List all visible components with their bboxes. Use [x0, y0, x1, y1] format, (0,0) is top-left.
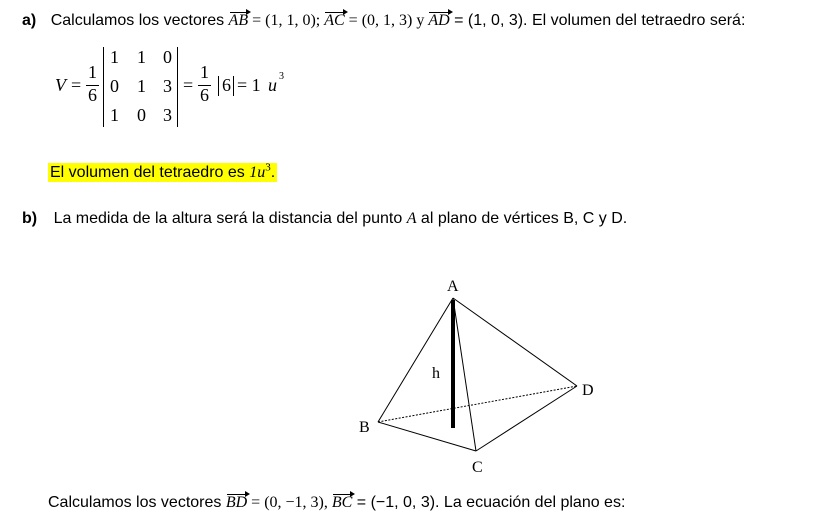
volume-result-highlight [48, 163, 277, 182]
det-cell: 1 [110, 47, 119, 67]
vector-bd: BD [225, 494, 248, 511]
vector-ab-value: = (1, 1, 0); [248, 12, 325, 29]
formula-unit: u [268, 75, 277, 95]
vector-bd-value: = (0, −1, 3), [247, 494, 332, 511]
vector-ac-value: = (0, 1, 3) y [344, 12, 429, 29]
det-cell: 1 [137, 47, 146, 67]
formula-eq1: = [71, 75, 82, 95]
height-label: h [432, 365, 440, 382]
volume-result-exponent: 3 [265, 162, 271, 174]
volume-formula [55, 45, 315, 135]
part-b-point: A [406, 210, 417, 227]
edge-ab [378, 298, 453, 422]
vertex-label-b: B [359, 419, 370, 436]
vector-ab: AB [228, 12, 249, 29]
tetrahedron-diagram [340, 270, 620, 485]
part-a-intro: Calculamos los vectores [50, 12, 225, 29]
part-b-text-before: La medida de la altura será la distancia del punto [53, 210, 407, 227]
formula-frac2-num: 1 [200, 62, 209, 82]
det-cell: 0 [137, 105, 146, 125]
edge-ad [453, 298, 577, 386]
formula-v: V [55, 75, 66, 95]
vertex-label-d: D [582, 382, 594, 399]
vector-bc: BC [331, 494, 353, 511]
volume-result [48, 158, 277, 183]
vector-ad: AD [428, 12, 450, 29]
edge-cd [476, 386, 577, 451]
volume-result-end: . [270, 164, 276, 182]
det-left-bar [103, 47, 104, 127]
vector-bc-value: = (−1, 0, 3). La ecuación del plano es: [352, 494, 626, 511]
formula-frac-num: 1 [88, 62, 97, 82]
plane-calc-intro: Calculamos los vectores [48, 494, 226, 511]
part-b-label: b) [22, 210, 38, 227]
abs-left-bar [218, 76, 219, 96]
det-cell: 1 [137, 76, 146, 96]
formula-exponent: 3 [279, 71, 284, 82]
part-a-label: a) [22, 12, 37, 29]
part-b-line [22, 209, 627, 229]
vector-ad-value: = (1, 0, 3). El volumen del tetraedro será: [449, 12, 746, 29]
det-right-bar [177, 47, 178, 127]
abs-right-bar [233, 76, 234, 96]
det-cell: 1 [110, 105, 119, 125]
formula-frac-den: 6 [88, 85, 97, 105]
plane-vectors-line [48, 493, 625, 513]
edge-bd-hidden [378, 386, 577, 422]
vertex-label-c: C [472, 459, 483, 476]
formula-frac2-den: 6 [200, 85, 209, 105]
det-cell: 3 [163, 76, 172, 96]
part-a-line [22, 11, 745, 31]
formula-abs-value: 6 [222, 75, 231, 95]
edge-ac [453, 298, 476, 451]
volume-result-text: El volumen del tetraedro es [50, 164, 250, 182]
det-cell: 0 [163, 47, 172, 67]
vector-ac: AC [324, 12, 345, 29]
part-b-text-after: al plano de vértices B, C y D. [416, 210, 628, 227]
volume-result-value: 1u [249, 164, 266, 182]
det-cell: 3 [163, 105, 172, 125]
formula-eq3: = 1 [237, 75, 261, 95]
edge-bc [378, 422, 476, 451]
det-cell: 0 [110, 76, 119, 96]
vertex-label-a: A [447, 278, 459, 295]
formula-eq2: = [183, 75, 194, 95]
